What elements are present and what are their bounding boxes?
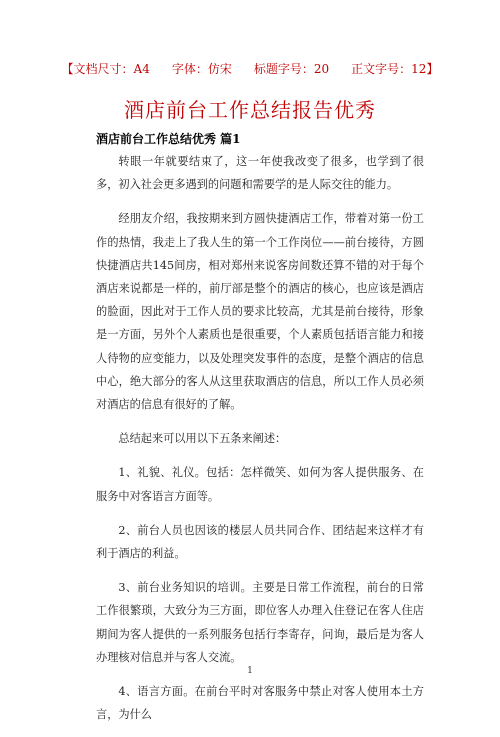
paragraph: 2、前台人员也因该的楼层人员共同合作、团结起来这样才有利于酒店的利益。	[96, 523, 424, 561]
document-title: 酒店前台工作总结报告优秀	[124, 98, 376, 122]
meta-title-size: 标题字号：20	[253, 62, 330, 76]
section-heading: 酒店前台工作总结优秀 篇1	[96, 132, 241, 146]
meta-font: 字体：仿宋	[171, 62, 232, 76]
meta-size: 文档尺寸：A4	[73, 62, 150, 76]
paragraph: 经朋友介绍，我按期来到方圆快捷酒店工作，带着对第一份工作的热情，我走上了我人生的第一个工作岗位——前台接待，方圆快捷酒店共145间房，相对郑州来说客房间数还算不错的对于每个酒店来说都是一样的，前厅部是整个的酒店的核心，也应该是酒店的脸面，因此对于工作人员的要求比较高，尤其是前台接待，形象是一方面，另外个人素质也是很重要，个人素质包括语言能力和接人待物的应变能力，以及处理突发事件的态度，是整个酒店的信息中心，绝大部分的客人从这里获取酒店的信息，所以工作人员必须对酒店的信息有很好的了解。	[96, 212, 424, 412]
paragraph: 总结起来可以用以下五条来阐述：	[118, 432, 287, 446]
paragraph: 4、语言方面。在前台平时对客服务中禁止对客人使用本土方言，为什么	[96, 685, 424, 722]
paragraph: 1、礼貌、礼仪。包括：怎样微笑、如何为客人提供服务、在服务中对客语言方面等。	[96, 466, 424, 503]
page-number: 1	[247, 666, 253, 676]
paragraph: 转眼一年就要结束了，这一年使我改变了很多，也学到了很多，初入社会更多遇到的问题和需要学的是人际交往的能力。	[96, 155, 424, 192]
paragraph: 3、前台业务知识的培训。主要是日常工作流程，前台的日常工作很繁琐，大致分为三方面，即位客人办理入住登记在客人住店期间为客人提供的一系列服务包括行李寄存，问询，最后是为客人办理核对信息并与客人交流。	[96, 581, 424, 664]
meta-close-bracket: 】	[426, 62, 439, 76]
document-format-info	[0, 60, 500, 77]
meta-body-size: 正文字号：12	[351, 62, 427, 76]
meta-open-bracket: 【	[61, 62, 74, 76]
document-body	[96, 150, 424, 737]
